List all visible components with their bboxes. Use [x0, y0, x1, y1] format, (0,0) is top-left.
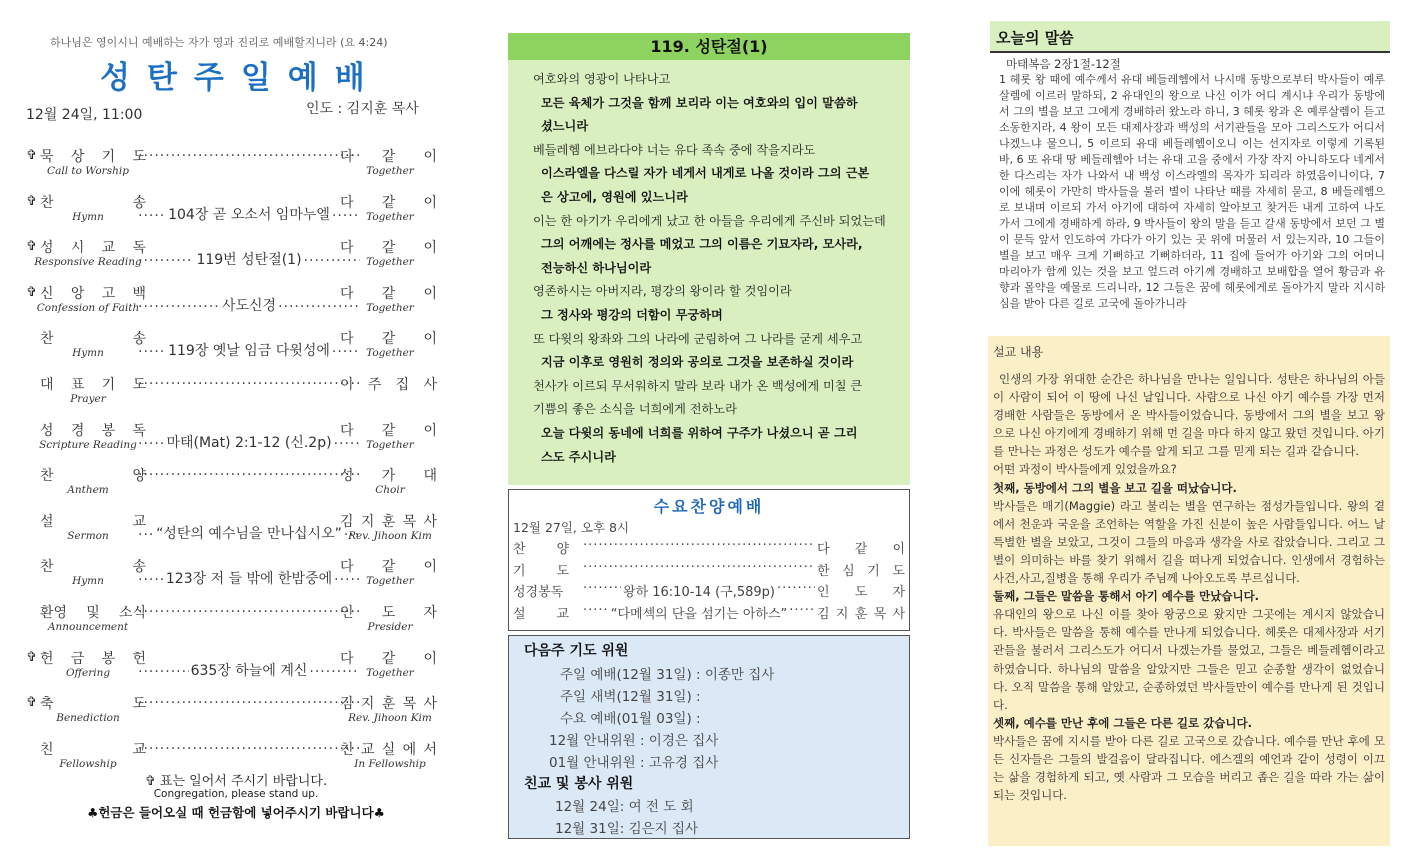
prayer-committee-item: 01월 안내위원 : 고유경 집사: [549, 755, 719, 771]
wednesday-item-detail: [583, 581, 815, 600]
leader-dots: [138, 376, 360, 392]
responsible-char: 지: [360, 696, 375, 713]
responsible-char: 같: [381, 240, 396, 257]
order-item-detail: [138, 689, 360, 711]
wednesday-item-detail: [583, 560, 815, 575]
responsible-char: 이: [340, 377, 354, 393]
worship-order-row: [26, 237, 438, 279]
responsible-char: 사: [423, 513, 437, 530]
wednesday-item-char: 기: [513, 563, 526, 579]
scripture-text: 1 헤롯 왕 때에 예수께서 유대 베들레헴에서 나시매 동방으로부터 박사들이 예루살렘에 이르러 말하되, 2 유대인의 왕으로 나신 이가 어디 계시냐 우리가 동방에서 그의 별을 보고 그에게 경배하러 왔노라 하니, 3 헤롯 왕과 온 예루살렘이 듣고 소동한지라, 4 왕이 모든 대제사장과 백성의 서기관들을 모아 그리스도가 어디서 나겠느냐 물으니, 5 이르되 유대 베들레헴이오니 이는 선지자로 이렇게 기록된 바, 6 또 유대 땅 베들레헴아 너는 유대 고을 중에서 가장 작지 아니하도다 네게서 한 다스리는 자가 나와서 내 백성 이스라엘의 목자가 되리라 하였음이니이다, 7 이에 헤롯이 가만히 박사들을 불러 별이 나타난 때를 자세히 묻고, 8 베들레헴으로 보내며 이르되 가서 아기에 대하여 자세히 알아보고 찾거든 내게 고하여 나도 가서 그에게 경배하게 하라, 9 박사들이 왕의 말을 듣고 갈새 동방에서 보던 그 별이 문득 앞서 인도하여 가다가 아기 있는 곳 위에 머물러 서 있는지라, 10 그들이 별을 보고 매우 크게 기뻐하고 기뻐하더라, 11 집에 들어가 아기와 그의 어머니 마리아가 함께 있는 것을 보고 엎드려 아기께 경배하고 보배합을 열어 황금과 유향과 몰약을 예물로 드리니라, 12 그들은 꿈에 헤롯에게로 돌아가지 말라 지시하심을 받아 다른 길로 고국에 돌아가니라: [999, 73, 1385, 310]
stand-cross-icon: ✞: [26, 148, 37, 163]
wednesday-responsible: [817, 538, 905, 557]
order-item-responsible-english: Together: [366, 165, 414, 177]
order-item-english: Scripture Reading: [39, 438, 137, 451]
sermon-text: [993, 370, 1385, 804]
order-item-char: 송: [132, 559, 146, 576]
wednesday-responsible-char: 같: [854, 542, 868, 557]
worship-order-row: [26, 192, 438, 234]
order-item-char: 헌: [40, 650, 54, 667]
wednesday-item: [513, 581, 569, 600]
order-item-value: “성탄의 예수님을 만나십시오”: [156, 525, 342, 542]
order-item-char: 교: [132, 513, 146, 530]
leader-dots: [138, 253, 194, 269]
order-item-responsible: [340, 328, 437, 348]
reading-line: 스도 주시니라: [541, 449, 616, 464]
sermon-paragraph: 박사들은 꿈에 지시를 받아 다른 길로 고국으로 갔습니다. 예수를 만난 후에 모든 신자들은 그들의 발걸음이 달라집니다. 에스겔의 예언과 같이 성령이 이끄는 삶을 경험하게 되고, 옛 사람과 그 모습을 버리고 좁은 길을 따라 가는 삶이 되는 것입니다.: [993, 733, 1385, 803]
wednesday-responsible-char: 훈: [854, 606, 868, 622]
reading-line: 그 정사와 평강의 더함이 무궁하며: [541, 307, 723, 322]
reading-line: 이는 한 아기가 우리에게 났고 한 아들을 우리에게 주신바 되었는데: [533, 213, 886, 228]
order-item-responsible-english: Together: [366, 301, 414, 314]
order-item-responsible: [340, 602, 437, 622]
order-item-english: Announcement: [47, 621, 129, 633]
order-item-korean: [40, 465, 146, 485]
header-verse: 하나님은 영이시니 예배하는 자가 영과 진리로 예배할지니라 (요 4:24): [50, 36, 388, 49]
reading-line: 영존하시는 아버지라, 평강의 왕이라 할 것임이라: [533, 284, 792, 299]
reading-line: 여호와의 영광이 나타나고: [533, 72, 671, 86]
offering-note: ♣헌금은 들어오실 때 헌금함에 넣어주시기 바랍니다♣: [87, 805, 385, 820]
wednesday-responsible-char: 도: [892, 563, 905, 579]
responsible-char: 이: [423, 559, 437, 576]
order-item-char: 봉: [101, 422, 116, 439]
wednesday-item-value: “다메섹의 단을 섬기는 아하스”: [610, 606, 788, 622]
leader-dots: [138, 344, 166, 360]
wednesday-order-row: [513, 603, 905, 623]
wednesday-item: [513, 560, 569, 579]
responsible-char: 다: [340, 194, 354, 211]
leader-dots: [138, 695, 360, 711]
order-item-english: Anthem: [67, 484, 109, 497]
order-item-char: 및: [86, 605, 100, 621]
wednesday-item-char: 도: [556, 563, 569, 579]
leader-dots: [583, 560, 815, 575]
leader-dots: [138, 527, 154, 543]
responsible-char: 집: [395, 377, 410, 393]
order-item-value: 635장 하늘에 계신: [190, 662, 308, 679]
order-item-responsible-english: Choir: [375, 484, 405, 497]
responsible-char: 자: [423, 605, 437, 621]
worship-order-row: [26, 511, 438, 553]
responsible-char: 다: [340, 240, 354, 257]
order-item-english: Confession of Faith: [36, 301, 140, 314]
leader-dots: [583, 581, 621, 600]
order-item-responsible-english: Together: [366, 666, 414, 679]
order-item-char: 찬: [40, 194, 54, 211]
worship-order-row: [26, 146, 438, 188]
wednesday-responsible-char: 사: [892, 606, 905, 622]
order-item-responsible: [340, 146, 437, 166]
order-item-detail: [138, 247, 360, 269]
responsible-char: 다: [340, 559, 354, 576]
order-item-char: 양: [132, 468, 146, 485]
order-item-char: 고: [101, 285, 116, 302]
wednesday-item-detail: [583, 603, 815, 622]
order-item-responsible-english: In Fellowship: [354, 757, 426, 770]
order-item-detail: [138, 658, 360, 680]
order-item-char: 독: [132, 422, 146, 439]
order-item-korean: [40, 420, 146, 440]
leader-dots: [138, 572, 164, 588]
order-item-char: 신: [40, 285, 54, 302]
order-item-detail: [138, 338, 360, 360]
responsible-char: 다: [340, 422, 354, 439]
reading-line: 그의 어깨에는 정사를 메었고 그의 이름은 기묘자라, 모사라,: [541, 237, 863, 252]
order-item-detail: [138, 521, 360, 543]
order-item-detail: [138, 202, 360, 224]
stand-cross-icon: ✞: [26, 193, 37, 209]
order-item-responsible-english: Together: [366, 210, 414, 223]
order-item-responsible-english: Together: [366, 256, 414, 269]
order-item-responsible-english: Together: [366, 347, 414, 360]
order-item-korean: [40, 602, 146, 622]
sermon-point-heading: 첫째, 동방에서 그의 별을 보고 길을 떠났습니다.: [993, 480, 1237, 495]
leader-dots: [138, 741, 360, 757]
worship-order-row: [26, 420, 438, 462]
worship-order-row: [26, 693, 438, 735]
responsible-char: 이: [423, 240, 437, 257]
service-time: 12월 24일, 11:00: [26, 107, 143, 123]
responsible-char: 이: [423, 285, 437, 302]
leader-dots: [138, 299, 220, 315]
wednesday-responsible-char: 심: [842, 563, 855, 579]
order-item-char: 축: [40, 696, 54, 713]
order-item-detail: [138, 461, 360, 483]
reading-line: 은 상고에, 영원에 있느니라: [541, 189, 688, 204]
order-item-responsible: [340, 420, 437, 440]
wednesday-responsible: [817, 603, 905, 622]
order-item-char: 도: [132, 377, 146, 393]
order-item-char: 교: [132, 741, 146, 758]
leader-dots: [138, 664, 189, 680]
order-item-char: 헌: [132, 650, 146, 667]
wednesday-responsible: [817, 560, 905, 579]
reading-line: 천사가 이르되 무서워하지 말라 보라 내가 온 백성에게 미칠 큰: [533, 378, 863, 393]
order-item-value: 104장 곧 오소서 임마누엘: [168, 206, 330, 223]
responsible-char: 같: [381, 422, 396, 439]
worship-order-row: [26, 556, 438, 598]
worship-order-row: [26, 283, 438, 325]
worship-order-row: [26, 465, 438, 507]
order-item-char: 성: [40, 422, 54, 439]
responsible-char: 서: [423, 741, 437, 758]
order-item-char: 친: [40, 741, 54, 758]
leader-dots: [138, 208, 166, 224]
wednesday-responsible-char: 기: [867, 563, 880, 579]
reading-line: 기쁨의 좋은 소식을 너희에게 전하노라: [533, 402, 737, 417]
sermon-title: 설교 내용: [993, 345, 1044, 359]
order-item-responsible-english: Rev. Jihoon Kim: [348, 712, 432, 725]
order-item-char: 경: [70, 422, 85, 439]
wednesday-responsible-char: 한: [817, 563, 830, 579]
order-item-detail: [138, 430, 360, 452]
order-item-value: 119장 옛날 임금 다윗성에: [168, 343, 330, 360]
order-item-value: 마태(Mat) 2:1-12 (신.2p): [166, 434, 332, 451]
order-item-char: 묵: [40, 149, 54, 165]
order-item-responsible: [340, 237, 437, 257]
fellowship-committee-item: 12월 31일: 김은지 집사: [555, 821, 699, 837]
order-item-value: 사도신경: [221, 297, 277, 314]
responsible-char: 이: [423, 194, 437, 211]
sermon-paragraph: 박사들은 매기(Maggie) 라고 불리는 별을 연구하는 점성가들입니다. 왕의 곁에서 천운과 국운을 조언하는 역할을 가진 신분이 높은 사람들입니다. 어느 날 특별한 별을 보았고, 그것이 그들의 마음과 생각을 사로 잡았습니다. 그리고 그 별이 의미하는 바를 찾기 위해서 길을 떠나게 되었습니다. 인생에서 경험하는 사건,사고,질병을 통해 우리가 주님께 나아오도록 부르십니다.: [993, 498, 1385, 586]
prayer-committee-item: 주일 새벽(12월 31일) :: [560, 689, 701, 705]
order-item-responsible: [340, 374, 437, 394]
worship-order-row: [26, 328, 438, 370]
responsible-char: 다: [340, 149, 354, 165]
order-item-responsible: [340, 739, 437, 759]
order-item-char: 설: [40, 513, 54, 530]
order-item-responsible: [340, 511, 437, 531]
order-item-char: 찬: [40, 559, 54, 576]
service-leader: 인도 : 김지훈 목사: [306, 101, 419, 117]
wednesday-responsible: [817, 581, 905, 600]
order-item-korean: [40, 283, 146, 303]
responsible-char: 다: [340, 331, 354, 348]
order-item-korean: [40, 739, 146, 759]
leader-dots: [583, 603, 609, 622]
order-item-char: 송: [132, 194, 146, 211]
prayer-committee-title: 다음주 기도 위원: [524, 643, 629, 659]
wednesday-order-row: [513, 581, 905, 601]
responsible-char: 같: [381, 559, 396, 576]
responsible-char: 친: [340, 741, 354, 758]
responsible-char: 김: [340, 696, 354, 713]
responsible-char: 다: [340, 285, 354, 302]
responsible-char: 김: [340, 513, 354, 530]
sermon-point-heading: 둘째, 그들은 말씀을 통해서 아기 예수를 만났습니다.: [993, 589, 1260, 604]
reading-line: 모든 육체가 그것을 함께 보리라 이는 여호와의 입이 말씀하: [541, 95, 858, 110]
responsible-char: 사: [423, 377, 437, 393]
order-item-responsible: [340, 556, 437, 576]
leader-dots: [777, 581, 815, 600]
order-item-char: 봉: [101, 650, 116, 667]
order-item-responsible-english: Together: [366, 438, 414, 451]
order-item-responsible-english: Rev. Jihoon Kim: [348, 529, 432, 542]
order-item-english: Sermon: [67, 529, 109, 542]
reading-line: 베들레헴 에브라다야 너는 유다 족속 중에 작을지라도: [533, 142, 816, 157]
wednesday-responsible-char: 지: [835, 606, 849, 622]
order-item-char: 대: [40, 377, 54, 393]
responsible-char: 훈: [381, 513, 396, 530]
responsible-char: 교: [360, 741, 375, 758]
leader-dots: [138, 467, 360, 483]
order-item-char: 찬: [40, 331, 54, 348]
wednesday-item-char: 성경봉독: [513, 585, 564, 600]
wednesday-responsible-char: 자: [892, 585, 905, 600]
responsible-char: 이: [423, 650, 437, 667]
responsible-char: 이: [423, 422, 437, 439]
order-item-responsible: [340, 693, 437, 713]
responsible-char: 대: [423, 468, 437, 485]
responsible-char: 에: [402, 741, 417, 758]
wednesday-responsible-char: 목: [873, 606, 887, 622]
reading-line: 또 다윗의 왕좌와 그의 나라에 군림하여 그 나라를 굳게 세우고: [533, 331, 863, 346]
fellowship-committee-item: 12월 24일: 여 전 도 회: [555, 799, 694, 815]
wednesday-service-title: 수요찬양예배: [653, 497, 765, 516]
order-item-char: 소식: [118, 605, 146, 621]
order-item-korean: [40, 374, 146, 394]
leader-dots: [138, 436, 164, 452]
order-item-korean: [40, 511, 146, 531]
stand-cross-icon: ✞: [26, 284, 37, 300]
order-item-char: 금: [70, 650, 85, 667]
worship-order-row: [26, 374, 438, 416]
responsible-char: 훈: [381, 696, 396, 713]
wednesday-item-char: 설: [513, 606, 526, 622]
order-item-korean: [40, 648, 146, 668]
responsible-char: 사: [423, 696, 437, 713]
order-item-char: 환영: [40, 605, 68, 621]
reading-line: 오늘 다윗의 동네에 너희를 위하여 구주가 나셨으니 곧 그리: [541, 425, 858, 440]
order-item-char: 앙: [70, 285, 85, 302]
order-item-detail: [138, 370, 360, 392]
responsible-char: 같: [381, 149, 396, 165]
order-item-char: 백: [132, 285, 146, 302]
wednesday-item: [513, 603, 569, 622]
order-item-english: Hymn: [72, 575, 104, 588]
responsible-char: 지: [360, 513, 375, 530]
order-item-char: 교: [101, 240, 116, 257]
order-item-english: Offering: [65, 666, 111, 679]
order-item-detail: [138, 735, 360, 757]
wednesday-responsible-char: 인: [817, 585, 830, 600]
wednesday-service-time: 12월 27일, 오후 8시: [513, 520, 630, 535]
wednesday-item-char: 교: [556, 606, 569, 622]
sermon-paragraph: 인생의 가장 위대한 순간은 하나님을 만나는 일입니다. 성탄은 하나님의 아들이 사람이 되어 이 땅에 나신 날입니다. 사람으로 나신 아기 예수를 가장 먼저 경배한 사람들은 동방에서 온 박사들이었습니다. 동방에서 그의 별을 보고 왕으로 나신 아기에게 경배하기 위해 먼 길을 마다 하지 않고 왔던 것입니다. 아기를 만나는 과정은 성도가 예수를 알게 되고 그를 믿게 되는 길과 같습니다.: [993, 372, 1385, 459]
order-item-char: 기: [101, 377, 116, 393]
responsible-char: 성: [340, 468, 354, 485]
leader-dots: [138, 148, 360, 164]
wednesday-item: [513, 538, 569, 557]
order-item-char: 시: [70, 240, 85, 257]
wednesday-responsible-char: 김: [817, 606, 830, 622]
reading-line: 지금 이후로 영원히 정의와 공의로 그것을 보존하실 것이라: [541, 355, 854, 370]
order-item-char: 기: [101, 149, 116, 165]
order-item-char: 표: [70, 377, 85, 393]
prayer-committee-item: 12월 안내위원 : 이경은 집사: [549, 733, 719, 749]
scripture-reference: 마태복음 2장1절-12절: [1006, 57, 1121, 71]
order-item-detail: [138, 293, 360, 315]
order-item-korean: [40, 328, 146, 348]
leader-dots: [789, 603, 815, 622]
responsible-char: 같: [381, 331, 396, 348]
responsible-char: 다: [340, 650, 354, 667]
order-item-responsible: [340, 283, 437, 303]
wednesday-responsible-char: 도: [854, 585, 868, 600]
order-item-korean: [40, 192, 146, 212]
responsible-char: 이: [423, 331, 437, 348]
order-item-char: 송: [132, 331, 146, 348]
order-item-char: 성: [40, 240, 54, 257]
order-item-responsible-english: Presider: [367, 621, 413, 633]
order-item-english: Hymn: [72, 210, 104, 223]
worship-order-row: [26, 602, 438, 644]
wednesday-order-row: [513, 560, 905, 580]
responsible-char: 같: [381, 194, 396, 211]
sermon-paragraph: 유대인의 왕으로 나신 이를 찾아 왕궁으로 왔지만 그곳에는 계시지 않았습니다. 박사들은 말씀을 통해 예수를 만나게 되었습니다. 헤롯은 대제사장과 서기관들을 불러서 그리스도가 어디서 나겠는가를 물었고, 그들은 베들레헴이라고 하였습니다. 하나님의 말씀을 알았지만 그들은 믿고 순종할 생각이 없었습니다. 오직 말씀을 통해 알았고, 순종하였던 박사들만이 예수를 만나게 된 것입니다.: [993, 607, 1385, 712]
prayer-committee-item: 주일 예배(12월 31일) : 이종만 집사: [560, 667, 775, 683]
stand-cross-icon: ✞: [26, 239, 37, 255]
order-item-responsible: [340, 648, 437, 668]
reading-line: 전능하신 하나님이라: [541, 260, 652, 275]
order-item-detail: [138, 142, 360, 164]
order-item-char: 도: [132, 696, 146, 713]
stand-cross-icon: ✞: [26, 649, 37, 665]
order-item-korean: [40, 556, 146, 576]
wednesday-responsible-char: 이: [892, 542, 905, 557]
responsible-char: 목: [402, 513, 417, 530]
order-item-char: 찬: [40, 468, 54, 485]
order-item-responsible-english: Together: [366, 575, 414, 588]
order-item-responsible: [340, 192, 437, 212]
responsible-char: 이: [423, 149, 437, 165]
wednesday-item-value: 왕하 16:10-14 (구,589p): [623, 585, 775, 600]
responsible-char: 가: [381, 468, 396, 485]
prayer-committee-item: 수요 예배(01월 03일) :: [560, 711, 701, 727]
stand-cross-icon: ✞: [26, 695, 37, 711]
responsible-char: 주: [367, 377, 382, 393]
responsible-char: 같: [381, 650, 396, 667]
wednesday-order-row: [513, 538, 905, 558]
order-item-value: 123장 저 들 밖에 한밤중에: [165, 571, 333, 588]
order-item-english: Fellowship: [59, 757, 117, 770]
order-item-english: Call to Worship: [47, 165, 129, 177]
order-item-english: Benediction: [56, 712, 120, 725]
order-item-detail: [138, 566, 360, 588]
order-item-char: 도: [132, 149, 146, 165]
stand-note-english: Congregation, please stand up.: [153, 788, 319, 800]
order-item-char: 독: [132, 240, 146, 257]
responsible-char: 인: [340, 605, 354, 621]
order-item-char: 상: [70, 149, 85, 165]
wednesday-item-char: 찬: [513, 542, 526, 557]
order-item-english: Responsive Reading: [34, 256, 142, 269]
leader-dots: [138, 604, 360, 620]
responsive-reading-text: [533, 68, 905, 469]
order-item-korean: [40, 693, 146, 713]
responsible-char: 도: [381, 605, 396, 621]
reading-line: 셨느니라: [541, 119, 589, 134]
fellowship-committee-title: 친교 및 봉사 위원: [524, 776, 634, 792]
order-item-value: 119번 성탄절(1): [196, 252, 302, 269]
stand-note: ✞ 표는 일어서 주시기 바랍니다.: [144, 774, 328, 789]
responsible-char: 목: [402, 696, 417, 713]
service-title: 성탄주일예배: [100, 60, 382, 96]
responsible-char: 실: [381, 741, 396, 758]
reading-line: 이스라엘을 다스릴 자가 네게서 내게로 나올 것이라 그의 근본: [541, 166, 870, 181]
order-item-korean: [40, 237, 146, 257]
wednesday-item-detail: [583, 538, 815, 553]
leader-dots: [583, 538, 815, 553]
responsive-reading-title: 119. 성탄절(1): [508, 33, 910, 60]
order-item-english: Hymn: [72, 347, 104, 360]
worship-order-row: [26, 648, 438, 690]
order-item-detail: [138, 598, 360, 620]
order-item-english: Prayer: [70, 393, 106, 405]
todays-word-title: 오늘의 말씀: [996, 29, 1074, 47]
responsible-char: 같: [381, 285, 396, 302]
order-item-responsible: [340, 465, 437, 485]
wednesday-responsible-char: 다: [817, 542, 830, 557]
order-item-korean: [40, 146, 146, 166]
wednesday-item-char: 양: [556, 542, 569, 557]
sermon-paragraph: 어떤 과정이 박사들에게 있었을까요?: [993, 462, 1177, 477]
sermon-point-heading: 셋째, 예수를 만난 후에 그들은 다른 길로 갔습니다.: [993, 715, 1252, 730]
